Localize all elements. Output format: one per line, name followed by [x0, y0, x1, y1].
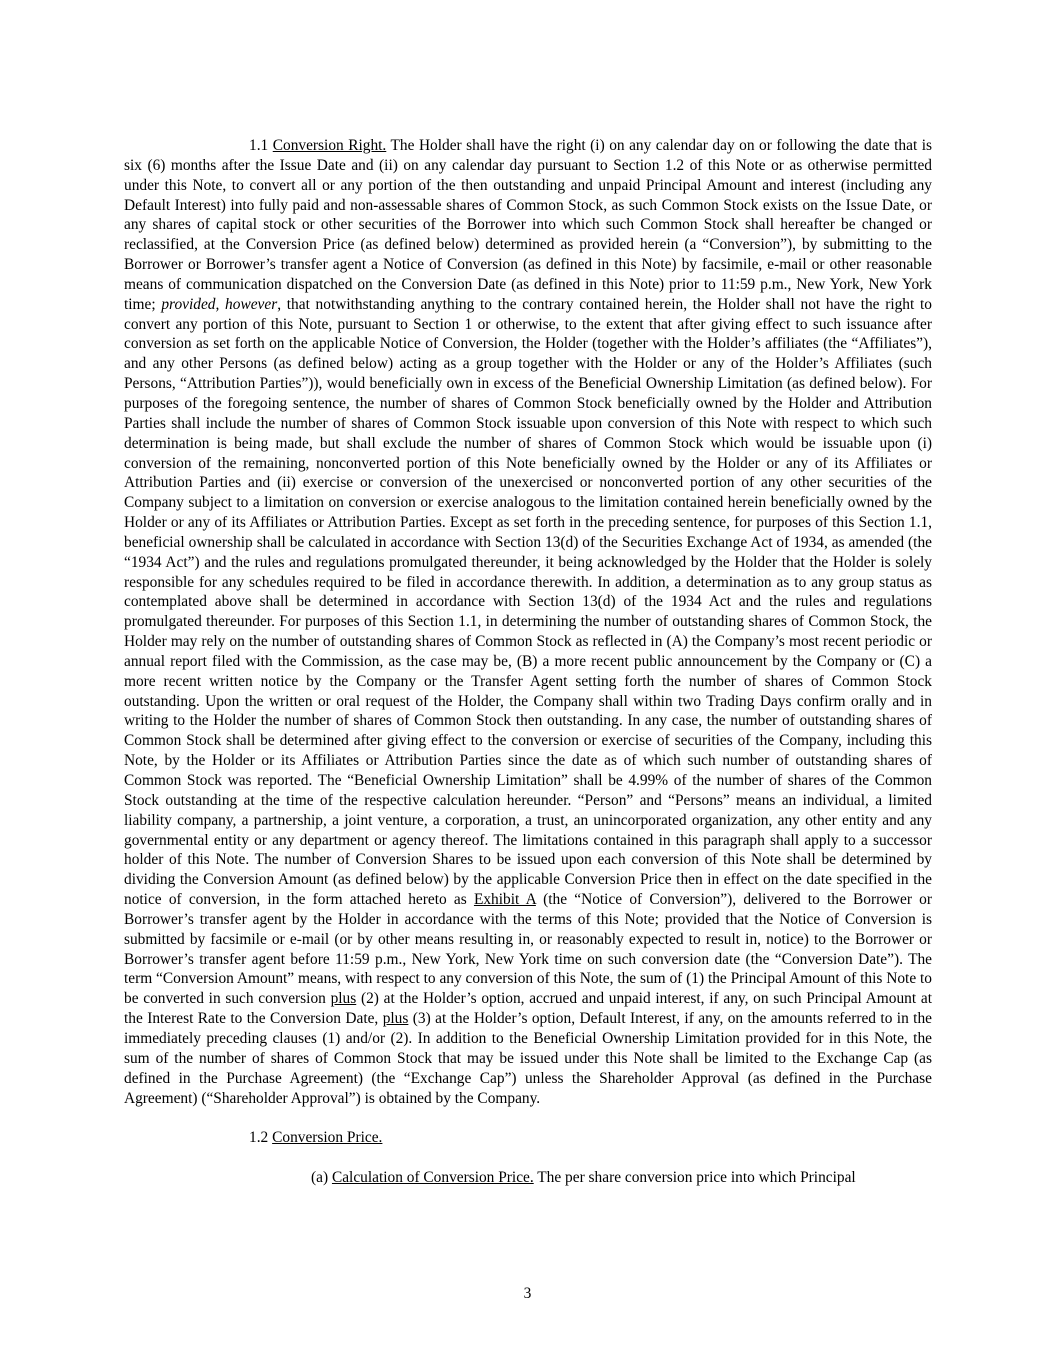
exhibit-a-reference: Exhibit A	[473, 891, 536, 909]
section-1-1-body-part-4: (2) at the Holder’s option, accrued and unpaid interest, if any, on such Principal Amount at the Interest Rate to the Conversion Date,	[124, 990, 932, 1028]
subsection-a-title: Calculation of Conversion Price.	[331, 1169, 534, 1187]
section-1-2-number: 1.2	[249, 1129, 269, 1147]
subsection-a-paragraph	[124, 1168, 932, 1188]
section-1-1-number: 1.1	[249, 137, 269, 154]
subsection-a-label: (a)	[311, 1169, 329, 1187]
document-page	[124, 136, 932, 1188]
section-1-1-body-part-5: (3) at the Holder’s option, Default Interest, if any, on the amounts referred to in the immediately preceding clauses (1) and/or (2). In addition to the Beneficial Ownership Limitation provided for in this Note, the sum of the number of shares of Common Stock that may be issued under this Note shall be limited to the Exchange Cap (as defined in the Purchase Agreement) (the “Exchange Cap”) unless the Shareholder Approval (as defined in the Purchase Agreement) (“Shareholder Approval”) is obtained by the Company.	[124, 1010, 932, 1107]
section-1-1-paragraph	[124, 136, 932, 1108]
subsection-a-body: The per share conversion price into which Principal	[537, 1169, 856, 1187]
plus-term-2: plus	[382, 1010, 409, 1028]
section-1-1-body-part-2: , that notwithstanding anything to the contrary contained herein, the Holder shall not have the right to convert any portion of this Note, pursuant to Section 1 or otherwise, to the extent that after giving effect to such issuance after conversion as set forth on the applicable Notice of Conversion, the Holder (together with the Holder’s affiliates (the “Affiliates”), and any other Persons (as defined below) acting as a group together with the Holder or any of the Holder’s Affiliates (such Persons, “Attribution Parties”)), would beneficially own in excess of the Beneficial Ownership Limitation (as defined below). For purposes of the foregoing sentence, the number of shares of Common Stock beneficially owned by the Holder and Attribution Parties shall include the number of shares of Common Stock issuable upon conversion of this Note with respect to which such determination is being made, but shall exclude the number of shares of Common Stock which would be issuable upon (i) conversion of the remaining, nonconverted portion of this Note beneficially owned by the Holder or any of its Affiliates or Attribution Parties and (ii) exercise or conversion of the unexercised or nonconverted portion of any other securities of the Company subject to a limitation on conversion or exercise analogous to the limitation contained herein beneficially owned by the Holder or any of its Affiliates or Attribution Parties. Except as set forth in the preceding sentence, for purposes of this Section 1.1, beneficial ownership shall be calculated in accordance with Section 13(d) of the Securities Exchange Act of 1934, as amended (the “1934 Act”) and the rules and regulations promulgated thereunder, it being acknowledged by the Holder that the Holder is solely responsible for any schedules required to be filed in accordance therewith. In addition, a determination as to any group status as contemplated above shall be determined in accordance with Section 13(d) of the 1934 Act and the rules and regulations promulgated thereunder. For purposes of this Section 1.1, in determining the number of outstanding shares of Common Stock, the Holder may rely on the number of outstanding shares of Common Stock as reflected in (A) the Company’s most recent periodic or annual report filed with the Commission, as the case may be, (B) a more recent public announcement by the Company or (C) a more recent written notice by the Company or the Transfer Agent setting forth the number of shares of Common Stock outstanding. Upon the written or oral request of the Holder, the Company shall within two Trading Days confirm orally and in writing to the Holder the number of shares of Common Stock then outstanding. In any case, the number of outstanding shares of Common Stock shall be determined after giving effect to the conversion or exercise of securities of the Company, including this Note, by the Holder or its Affiliates or Attribution Parties since the date as of which such number of outstanding shares of Common Stock was reported. The “Beneficial Ownership Limitation” shall be 4.99% of the number of shares of the Common Stock outstanding at the time of the respective calculation hereunder. “Person” and “Persons” means an individual, a limited liability company, a partnership, a joint venture, a corporation, a trust, an unincorporated organization, any other entity and any governmental entity or any department or agency thereof. The limitations contained in this paragraph shall apply to a successor holder of this Note. The number of Conversion Shares to be issued upon each conversion of this Note shall be determined by dividing the Conversion Amount (as defined below) by the applicable Conversion Price then in effect on the date specified in the notice of conversion, in the form attached hereto as	[124, 295, 932, 909]
section-1-1-body-part-1: The Holder shall have the right (i) on any calendar day on or following the date that is six (6) months after the Issue Date and (ii) on any calendar day pursuant to Section 1.2 of this Note or as otherwise permitted under this Note, to convert all or any portion of the then outstanding and unpaid Principal Amount and interest (including any Default Interest) into fully paid and non-assessable shares of Common Stock, as such Common Stock exists on the Issue Date, or any shares of capital stock or other securities of the Borrower into which such Common Stock shall hereafter be changed or reclassified, at the Conversion Price (as defined below) determined as provided herein (a “Conversion”), by submitting to the Borrower or Borrower’s transfer agent a Notice of Conversion (as defined in this Note) by facsimile, e-mail or other reasonable means of communication dispatched on the Conversion Date (as defined in this Note) prior to 11:59 p.m., New York, New York time;	[124, 137, 932, 313]
page-number: 3	[523, 1285, 532, 1302]
proviso-text: provided, however	[161, 295, 278, 313]
section-1-2-heading	[124, 1128, 932, 1148]
section-1-1-title: Conversion Right.	[272, 137, 387, 154]
section-1-2-title: Conversion Price.	[272, 1129, 383, 1147]
plus-term-1: plus	[330, 990, 357, 1008]
section-1-1-body-part-3: (the “Notice of Conversion”), delivered to the Borrower or Borrower’s transfer agent by the Holder in accordance with the terms of this Note; provided that the Notice of Conversion is submitted by facsimile or e-mail (or by other means resulting in, or reasonably expected to result in, notice) to the Borrower or Borrower’s transfer agent before 11:59 p.m., New York, New York time on such conversion date (the “Conversion Date”). The term “Conversion Amount” means, with respect to any conversion of this Note, the sum of (1) the Principal Amount of this Note to be converted in such conversion	[124, 891, 932, 1008]
